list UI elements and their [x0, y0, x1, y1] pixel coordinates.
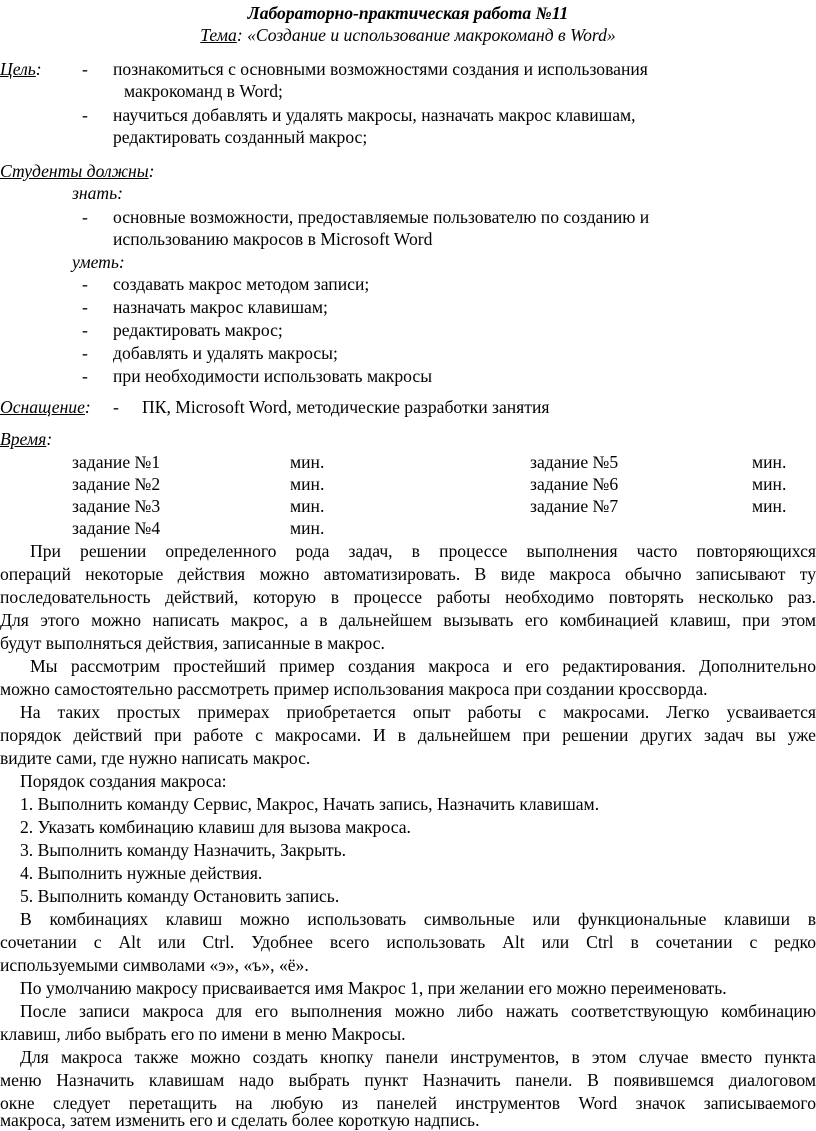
order-title: Порядок создания макроса:: [20, 771, 227, 791]
step-5: 5. Выполнить команду Остановить запись.: [20, 886, 340, 906]
p1-line-2: операций некоторые действия можно автоматизировать. В виде макроса обычно записывают ту: [0, 564, 816, 584]
goal-item-1-line-1: познакомиться с основными возможностями создания и использования: [113, 59, 648, 79]
task-7-unit: мин.: [752, 496, 787, 516]
p7-line-1: Для макроса также можно создать кнопку панели инструментов, в этом случае вместо пункта: [20, 1047, 816, 1067]
know-item-1-line-1: основные возможности, предоставляемые пользователю по созданию и: [113, 207, 650, 227]
document-title: Лабораторно-практическая работа №11: [247, 3, 569, 23]
task-5-label: задание №5: [530, 452, 619, 472]
can-dash-5: -: [82, 366, 88, 386]
goal-dash-2: -: [82, 105, 88, 125]
p1-line-4: Для этого можно написать макрос, а в дальнейшем вызывать его комбинацией клавиш, при этом: [0, 610, 816, 630]
step-3: 3. Выполнить команду Назначить, Закрыть.: [20, 840, 347, 860]
p3-line-1: На таких простых примерах приобретается опыт работы с макросами. Легко усваивается: [20, 702, 816, 722]
step-4: 4. Выполнить нужные действия.: [20, 863, 263, 883]
can-item-1: создавать макрос методом записи;: [113, 274, 370, 294]
can-dash-3: -: [82, 320, 88, 340]
step-1: 1. Выполнить команду Сервис, Макрос, Начать запись, Назначить клавишам.: [20, 794, 600, 814]
can-item-5: при необходимости использовать макросы: [113, 366, 433, 386]
p6-line-2: клавиш, либо выбрать его по имени в меню Макросы.: [0, 1024, 406, 1044]
equipment-label: Оснащение:: [0, 397, 91, 417]
task-2-unit: мин.: [290, 474, 325, 494]
p2-line-1: Мы рассмотрим простейший пример создания макроса и его редактирования. Дополнительно: [30, 656, 816, 676]
p7-line-2: меню Назначить клавишам надо выбрать пункт Назначить панели. В появившемся диалоговом: [0, 1070, 816, 1090]
goal-item-1-line-2: макрокоманд в Word;: [124, 81, 283, 101]
time-label: Время:: [0, 429, 53, 449]
p1-line-5: будут выполняться действия, записанные в макрос.: [0, 633, 385, 653]
p2-line-2: можно самостоятельно рассмотреть пример использования макроса при создании кроссворда.: [0, 679, 708, 699]
task-1-unit: мин.: [290, 452, 325, 472]
p3-line-3: видите сами, где нужно написать макрос.: [0, 748, 311, 768]
p7-line-4: макроса, затем изменить его и сделать более короткую надпись.: [0, 1110, 480, 1130]
can-item-2: назначать макрос клавишам;: [113, 297, 328, 317]
p4-line-2: сочетании с Alt или Ctrl. Удобнее всего использовать Alt или Ctrl в сочетании с редко: [0, 932, 816, 952]
topic-label: Тема: [200, 25, 237, 45]
task-4-label: задание №4: [72, 518, 161, 538]
step-2: 2. Указать комбинацию клавиш для вызова макроса.: [20, 817, 411, 837]
students-label: Студенты должны:: [0, 161, 155, 181]
p6-line-1: После записи макроса для его выполнения можно либо нажать соответствующую комбинацию: [20, 1001, 816, 1021]
can-item-4: добавлять и удалять макросы;: [113, 343, 338, 363]
task-1-label: задание №1: [72, 452, 161, 472]
document-subtitle: [0, 24, 816, 46]
task-6-label: задание №6: [530, 474, 619, 494]
task-7-label: задание №7: [530, 496, 619, 516]
task-2-label: задание №2: [72, 474, 161, 494]
goal-item-2-line-2: редактировать созданный макрос;: [113, 127, 368, 147]
can-dash-2: -: [82, 297, 88, 317]
goal-item-2-line-1: научиться добавлять и удалять макросы, назначать макрос клавишам,: [113, 105, 636, 125]
task-5-unit: мин.: [752, 452, 787, 472]
topic-text: : «Создание и использование макрокоманд в Word»: [236, 25, 616, 45]
equipment-text: ПК, Microsoft Word, методические разработки занятия: [142, 397, 550, 417]
p7-line-3: окне следует перетащить на любую из панелей инструментов Word значок записываемого: [0, 1093, 816, 1113]
goal-dash-1: -: [82, 59, 88, 79]
goal-label: Цель:: [0, 59, 42, 79]
p4-line-1: В комбинациях клавиш можно использовать символьные или функциональные клавиши в: [20, 909, 816, 929]
p1-line-3: последовательность действий, которую в процессе работы необходимо повторять несколько раз.: [0, 587, 816, 607]
task-4-unit: мин.: [290, 518, 325, 538]
know-item-1-line-2: использованию макросов в Microsoft Word: [113, 229, 433, 249]
can-dash-1: -: [82, 274, 88, 294]
task-3-label: задание №3: [72, 496, 161, 516]
p4-line-3: используемыми символами «э», «ъ», «ё».: [0, 955, 309, 975]
know-dash-1: -: [82, 207, 88, 227]
equipment-dash: -: [113, 397, 119, 417]
can-label: уметь:: [72, 252, 125, 272]
know-label: знать:: [72, 183, 123, 203]
task-3-unit: мин.: [290, 496, 325, 516]
task-6-unit: мин.: [752, 474, 787, 494]
p3-line-2: порядок действий при работе с макросами. И в дальнейшем при решении других задач вы уже: [0, 725, 816, 745]
can-dash-4: -: [82, 343, 88, 363]
p1-line-1: При решении определенного рода задач, в процессе выполнения часто повторяющихся: [30, 541, 816, 561]
can-item-3: редактировать макрос;: [113, 320, 283, 340]
p5-line-1: По умолчанию макросу присваивается имя Макрос 1, при желании его можно переименовать.: [20, 978, 727, 998]
